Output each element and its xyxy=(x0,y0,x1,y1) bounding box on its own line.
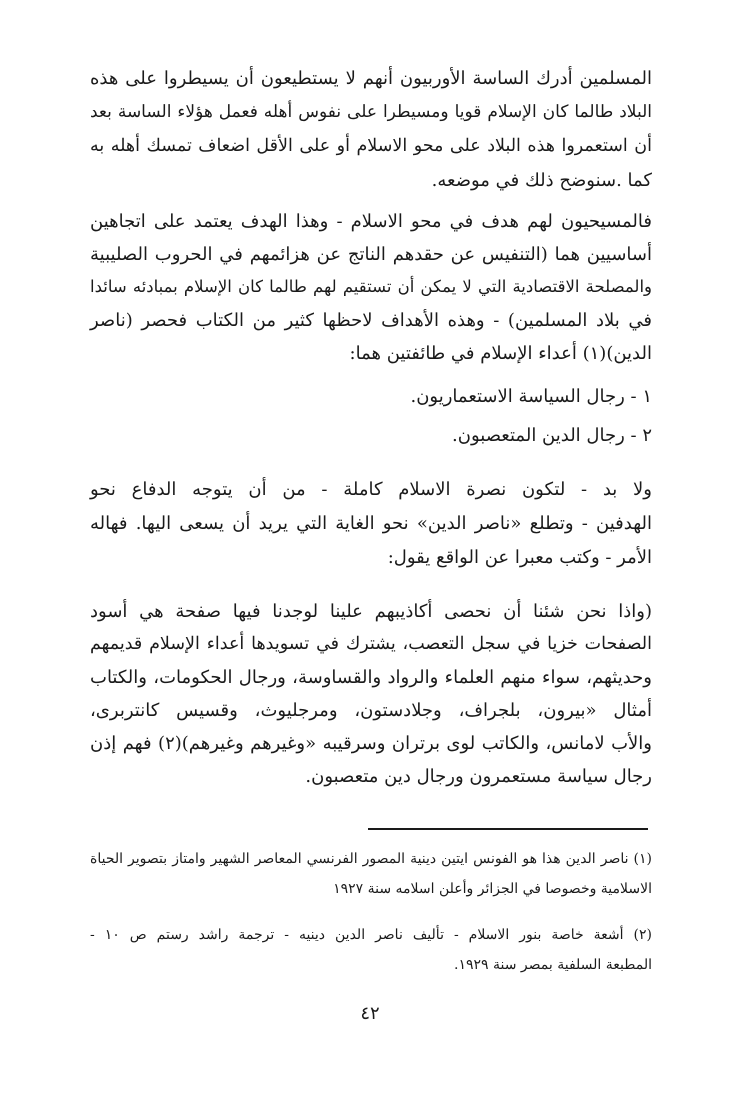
list-item-2 xyxy=(90,427,652,461)
text-line: أمثال «بيرون، بلجراف، وجلادستون، ومرجليوث، وقسيس كانتربرى، xyxy=(90,700,652,721)
footnote-line: (٢) أشعة خاصة بنور الاسلام - تأليف ناصر الدين دينيه - ترجمة راشد رستم ص ١٠ - xyxy=(90,927,652,943)
paragraph-1 xyxy=(90,70,652,206)
text-line: ولا بد - لتكون نصرة الاسلام كاملة - من أن يتوجه الدفاع نحو xyxy=(90,479,652,500)
text-line: الدين)(١) أعداء الإسلام في طائفتين هما: xyxy=(349,343,652,364)
footnote-line: المطبعة السلفية بمصر سنة ١٩٢٩. xyxy=(454,957,652,973)
text-line: والأب لامانس، والكاتب لوى برتران وسرقيبه «وغيرهم وغيرهم)(٢) فهم إذن xyxy=(90,733,653,754)
text-line: ١ - رجال السياسة الاستعماريون. xyxy=(410,386,652,407)
text-line: أساسيين هما (التنفيس عن حقدهم الناتج عن هزائمهم في الحروب الصليبية xyxy=(90,244,652,265)
paragraph-3 xyxy=(90,481,652,583)
footnote-line: الاسلامية وخصوصا في الجزائر وأعلن اسلامه سنة ١٩٢٧ xyxy=(333,881,652,897)
text-line: ٢ - رجال الدين المتعصبون. xyxy=(452,425,652,446)
text-line: الصفحات خزيا في سجل التعصب، يشترك في تسويدها أعداء الإسلام قديمهم xyxy=(90,634,652,654)
list-item-1 xyxy=(90,388,652,422)
text-line: وحديثهم، سواء منهم العلماء والرواد والقساوسة، ورجال الحكومات، والكتاب xyxy=(90,667,652,688)
text-line: البلاد طالما كان الإسلام قويا ومسيطرا على نفوس أهله فعمل هؤلاء الساسة بعد xyxy=(90,102,652,122)
text-line: أن استعمروا هذه البلاد على محو الاسلام أو على الأقل اضعاف تمسك أهله به xyxy=(90,136,652,156)
page-number: ٤٢ xyxy=(360,1003,380,1024)
text-line: كما .سنوضح ذلك في موضعه. xyxy=(431,170,652,191)
text-line: رجال سياسة مستعمرون ورجال دين متعصبون. xyxy=(305,766,652,787)
footnote-divider xyxy=(368,828,648,830)
text-line: في بلاد المسلمين) - وهذه الأهداف لاحظها كثير من الكتاب فحصر (ناصر xyxy=(90,310,652,331)
quotation-paragraph xyxy=(90,603,652,801)
text-line: الأمر - وكتب معبرا عن الواقع يقول: xyxy=(387,547,652,568)
text-line: الهدفين - وتطلع «ناصر الدين» نحو الغاية التي يريد أن يسعى اليها. فهاله xyxy=(90,513,652,534)
paragraph-2 xyxy=(90,213,652,378)
footnote-1 xyxy=(90,852,652,912)
text-line: (واذا نحن شئنا أن نحصى أكاذيبهم علينا لوجدنا فيها صفحة هي أسود xyxy=(90,601,652,622)
footnote-line: (١) ناصر الدين هذا هو الفونس ايتين دينية المصور الفرنسي المعاصر الشهير وامتاز بتصوير الحياة xyxy=(90,851,652,867)
text-line: والمصلحة الاقتصادية التي لا يمكن أن تستقيم لهم طالما كان الإسلام بمبادئه سائدا xyxy=(90,277,652,296)
text-line: فالمسيحيون لهم هدف في محو الاسلام - وهذا الهدف يعتمد على اتجاهين xyxy=(90,211,652,232)
footnote-2 xyxy=(90,928,652,988)
text-line: المسلمين أدرك الساسة الأوربيون أنهم لا يستطيعون أن يسيطروا على هذه xyxy=(90,68,652,89)
